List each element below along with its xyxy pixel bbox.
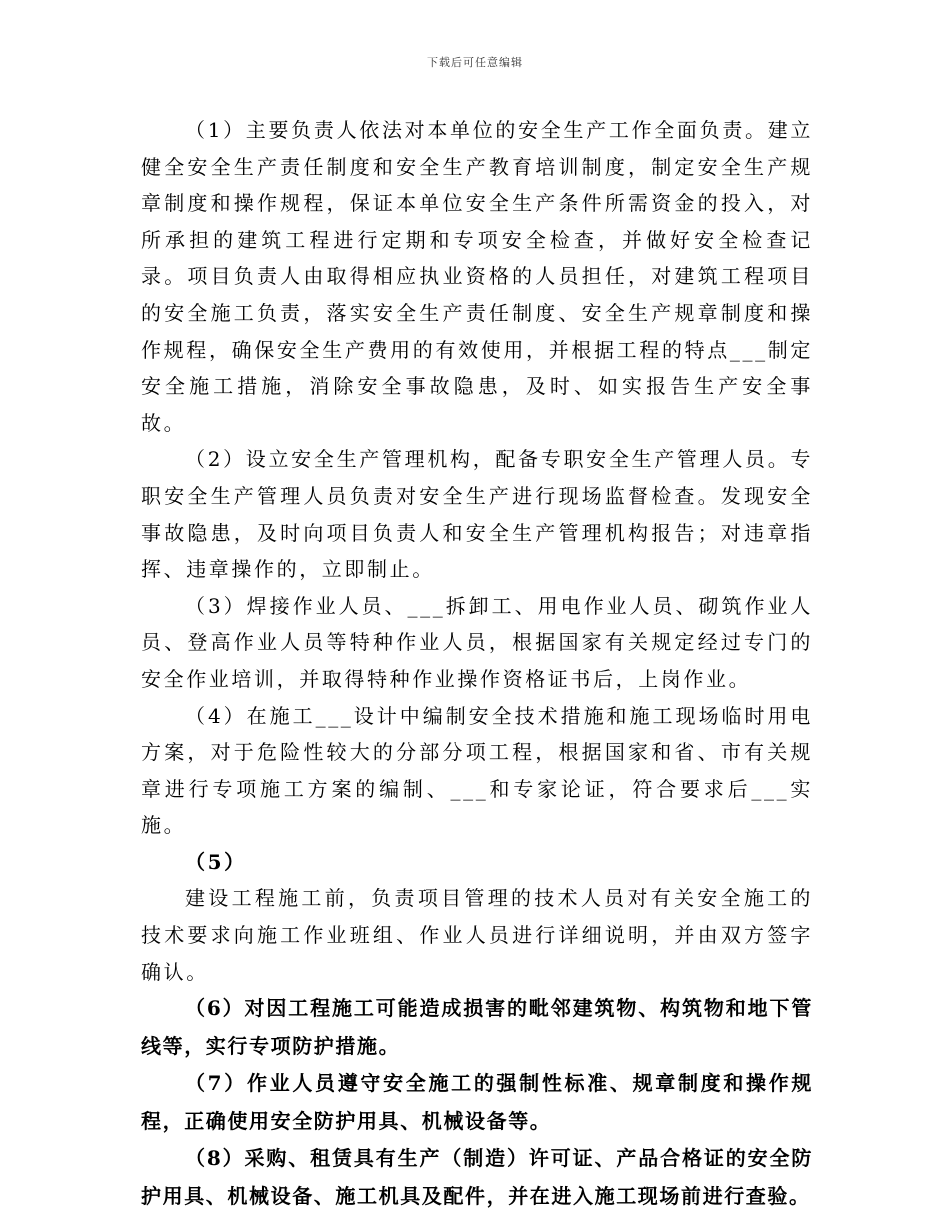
- paragraph-5-body: 建设工程施工前，负责项目管理的技术人员对有关安全施工的技术要求向施工作业班组、作业人员进行详细说明，并由双方签字确认。: [141, 886, 813, 984]
- paragraph-6: （6）对因工程施工可能造成损害的毗邻建筑物、构筑物和地下管线等，实行专项防护措施。: [141, 996, 813, 1058]
- page-header: 下载后可任意编辑: [427, 56, 523, 69]
- paragraph-4: （4）在施工___设计中编制安全技术措施和施工现场临时用电方案，对于危险性较大的分部分项工程，根据国家和省、市有关规章进行专项施工方案的编制、___和专家论证，符合要求后___实施。: [141, 703, 813, 838]
- paragraph-1: （1）主要负责人依法对本单位的安全生产工作全面负责。建立健全安全生产责任制度和安全生产教育培训制度，制定安全生产规章制度和操作规程，保证本单位安全生产条件所需资金的投入，对所承担的建筑工程进行定期和专项安全检查，并做好安全检查记录。项目负责人由取得相应执业资格的人员担任，对建筑工程项目的安全施工负责，落实安全生产责任制度、安全生产规章制度和操作规程，确保安全生产费用的有效使用，并根据工程的特点___制定安全施工措施，消除安全事故隐患，及时、如实报告生产安全事故。: [141, 118, 813, 435]
- paragraph-2: （2）设立安全生产管理机构，配备专职安全生产管理人员。专职安全生产管理人员负责对安全生产进行现场监督检查。发现安全事故隐患，及时向项目负责人和安全生产管理机构报告；对违章指挥、违章操作的，立即制止。: [141, 447, 813, 582]
- paragraph-5-heading: （5）: [185, 849, 247, 874]
- paragraph-8: （8）采购、租赁具有生产（制造）许可证、产品合格证的安全防护用具、机械设备、施工机具及配件，并在进入施工现场前进行查验。: [141, 1146, 813, 1208]
- paragraph-3: （3）焊接作业人员、___拆卸工、用电作业人员、砌筑作业人员、登高作业人员等特种作业人员，根据国家有关规定经过专门的安全作业培训，并取得特种作业操作资格证书后，上岗作业。: [141, 593, 813, 691]
- paragraph-7: （7）作业人员遵守安全施工的强制性标准、规章制度和操作规程，正确使用安全防护用具、机械设备等。: [141, 1071, 813, 1133]
- document-body: [141, 112, 813, 1215]
